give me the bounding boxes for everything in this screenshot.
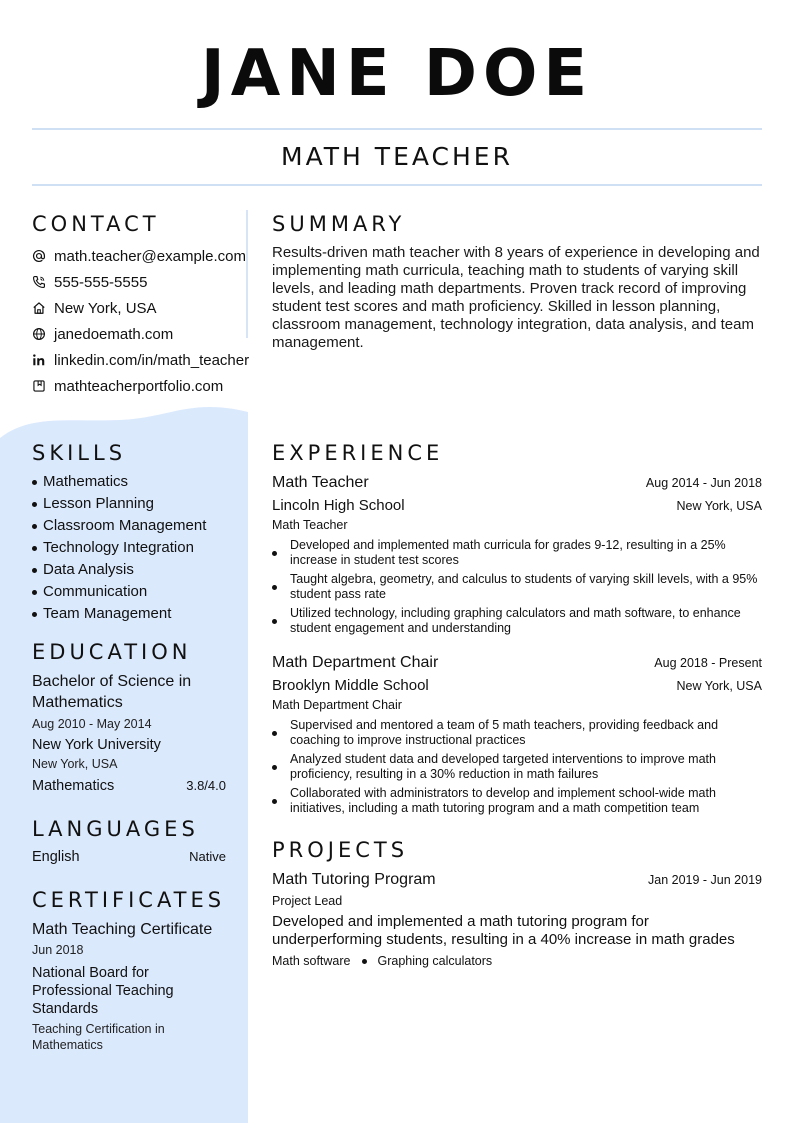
phone-icon — [32, 275, 54, 289]
project-title-row — [272, 870, 762, 890]
job-bullets — [272, 718, 762, 816]
skill-label: Data Analysis — [43, 561, 134, 578]
job-dates: Aug 2018 - Present — [654, 656, 762, 670]
contact-website[interactable] — [32, 321, 272, 347]
contact-phone[interactable] — [32, 269, 272, 295]
language-name: English — [32, 849, 80, 865]
job-bullet — [272, 538, 762, 568]
job-bullet — [272, 572, 762, 602]
summary-text: Results-driven math teacher with 8 years of experience in developing and implementing math curricula, teaching math to students of varying skill levels, and leading math departments. Proven track record of improving student test scores and math proficiency. Skilled in lesson planning, classroom management, technology integration, data analysis, and team management. — [272, 244, 760, 351]
skill-label: Mathematics — [43, 473, 129, 490]
skill-item — [32, 581, 206, 603]
job-bullets — [272, 538, 762, 636]
bullet-dot — [32, 524, 37, 529]
at-icon — [32, 249, 54, 263]
contact-portfolio[interactable] — [32, 373, 272, 399]
bullet-dot — [272, 619, 277, 624]
skill-label: Classroom Management — [43, 517, 207, 534]
contact-phone-text: 555-555-5555 — [54, 273, 148, 291]
job-title: MATH TEACHER — [281, 142, 513, 171]
experience-title-row — [272, 653, 762, 673]
education-dates: Aug 2010 - May 2014 — [32, 717, 152, 731]
experience-entry — [272, 473, 762, 640]
header-divider-top — [32, 128, 762, 130]
certificates-list — [32, 919, 232, 1053]
experience-title-row — [272, 473, 762, 493]
education-heading: EDUCATION — [32, 640, 192, 664]
company-name: Brooklyn Middle School — [272, 677, 429, 694]
contact-location — [32, 295, 272, 321]
skills-heading: SKILLS — [32, 441, 127, 465]
project-description: Developed and implemented a math tutoring program for underperforming students, resulting in a 40% increase in math grades — [272, 913, 735, 948]
project-name: Math Tutoring Program — [272, 871, 436, 888]
job-bullet — [272, 752, 762, 782]
skills-list — [32, 471, 206, 625]
skill-label: Communication — [43, 583, 148, 600]
job-bullet — [272, 718, 762, 748]
education-entry — [32, 671, 226, 795]
job-dates: Aug 2014 - Jun 2018 — [645, 476, 762, 490]
project-tools — [272, 952, 762, 970]
job-role: Math Department Chair — [272, 654, 439, 671]
skill-label: Team Management — [43, 605, 172, 622]
gpa: 3.8/4.0 — [186, 778, 226, 793]
contact-portfolio-text: mathteacherportfolio.com — [54, 377, 224, 395]
job-bullet-text: Developed and implemented math curricula for grades 9-12, resulting in a 25% increase in student test scores — [290, 538, 726, 567]
bullet-dot — [272, 585, 277, 590]
contact-linkedin[interactable] — [32, 347, 272, 373]
school-location: New York, USA — [32, 757, 118, 771]
skill-label: Lesson Planning — [43, 495, 154, 512]
skill-item — [32, 493, 206, 515]
skill-item — [32, 471, 206, 493]
contact-email[interactable] — [32, 243, 272, 269]
summary-heading: SUMMARY — [272, 212, 406, 236]
project-entry — [272, 870, 762, 970]
projects-heading: PROJECTS — [272, 838, 409, 862]
certificate-detail: Jun 2018 — [32, 943, 84, 957]
project-dates: Jan 2019 - Jun 2019 — [648, 873, 762, 887]
job-bullet-text: Collaborated with administrators to develop and implement school-wide math initiatives, including a math tutoring program and a math competition team — [290, 786, 716, 815]
language-item — [32, 848, 226, 866]
language-proficiency: Native — [189, 849, 226, 864]
bullet-dot — [272, 731, 277, 736]
bullet-dot — [32, 480, 37, 485]
contact-location-text: New York, USA — [54, 299, 157, 317]
bullet-dot — [272, 551, 277, 556]
bullet-dot — [32, 502, 37, 507]
header-divider-bottom — [32, 184, 762, 186]
separator-dot — [362, 959, 367, 964]
linkedin-icon — [32, 353, 54, 367]
job-bullet — [272, 606, 762, 636]
certificate-detail: Teaching Certification in Mathematics — [32, 1022, 165, 1052]
certificate-title: National Board for Professional Teaching Standards — [32, 965, 174, 1017]
job-bullet-text: Taught algebra, geometry, and calculus to students of varying skill levels, with a 95% student pass rate — [290, 572, 758, 601]
company-location: New York, USA — [676, 679, 762, 693]
company-name: Lincoln High School — [272, 497, 405, 514]
skill-label: Technology Integration — [43, 539, 194, 556]
project-role: Project Lead — [272, 894, 343, 908]
contact-email-text: math.teacher@example.com — [54, 247, 246, 265]
contact-heading: CONTACT — [32, 212, 160, 236]
candidate-name: JANE DOE — [200, 37, 594, 111]
home-icon — [32, 301, 54, 315]
school-name: New York University — [32, 737, 161, 753]
experience-entry — [272, 653, 762, 820]
job-bullet-text: Supervised and mentored a team of 5 math teachers, providing feedback and coaching to improve instructional practices — [290, 718, 719, 747]
job-subtitle: Math Teacher — [272, 518, 348, 532]
degree: Bachelor of Science in Mathematics — [32, 673, 192, 711]
bullet-dot — [32, 568, 37, 573]
bullet-dot — [32, 590, 37, 595]
skill-item — [32, 515, 206, 537]
globe-icon — [32, 327, 54, 341]
portfolio-icon — [32, 379, 54, 393]
bullet-dot — [32, 546, 37, 551]
bullet-dot — [32, 612, 37, 617]
skill-item — [32, 603, 206, 625]
job-subtitle: Math Department Chair — [272, 698, 402, 712]
contact-list — [32, 243, 272, 399]
bullet-dot — [272, 765, 277, 770]
experience-company-row — [272, 496, 762, 516]
project-tool: Math software — [272, 954, 351, 968]
job-bullet — [272, 786, 762, 816]
job-role: Math Teacher — [272, 474, 369, 491]
skill-item — [32, 559, 206, 581]
languages-heading: LANGUAGES — [32, 817, 199, 841]
job-bullet-text: Utilized technology, including graphing calculators and math software, to enhance student engagement and understanding — [290, 606, 741, 635]
certificate-title: Math Teaching Certificate — [32, 921, 213, 938]
education-field-row — [32, 777, 226, 795]
certificates-heading: CERTIFICATES — [32, 888, 226, 912]
experience-company-row — [272, 676, 762, 696]
skill-item — [32, 537, 206, 559]
bullet-dot — [272, 799, 277, 804]
contact-linkedin-text: linkedin.com/in/math_teacher — [54, 351, 250, 369]
company-location: New York, USA — [676, 499, 762, 513]
contact-website-text: janedoemath.com — [54, 325, 174, 343]
project-tool: Graphing calculators — [377, 954, 493, 968]
field-of-study: Mathematics — [32, 778, 115, 794]
job-bullet-text: Analyzed student data and developed targeted interventions to improve math proficiency, resulting in a 30% reduction in math failures — [290, 752, 716, 781]
experience-heading: EXPERIENCE — [272, 441, 444, 465]
